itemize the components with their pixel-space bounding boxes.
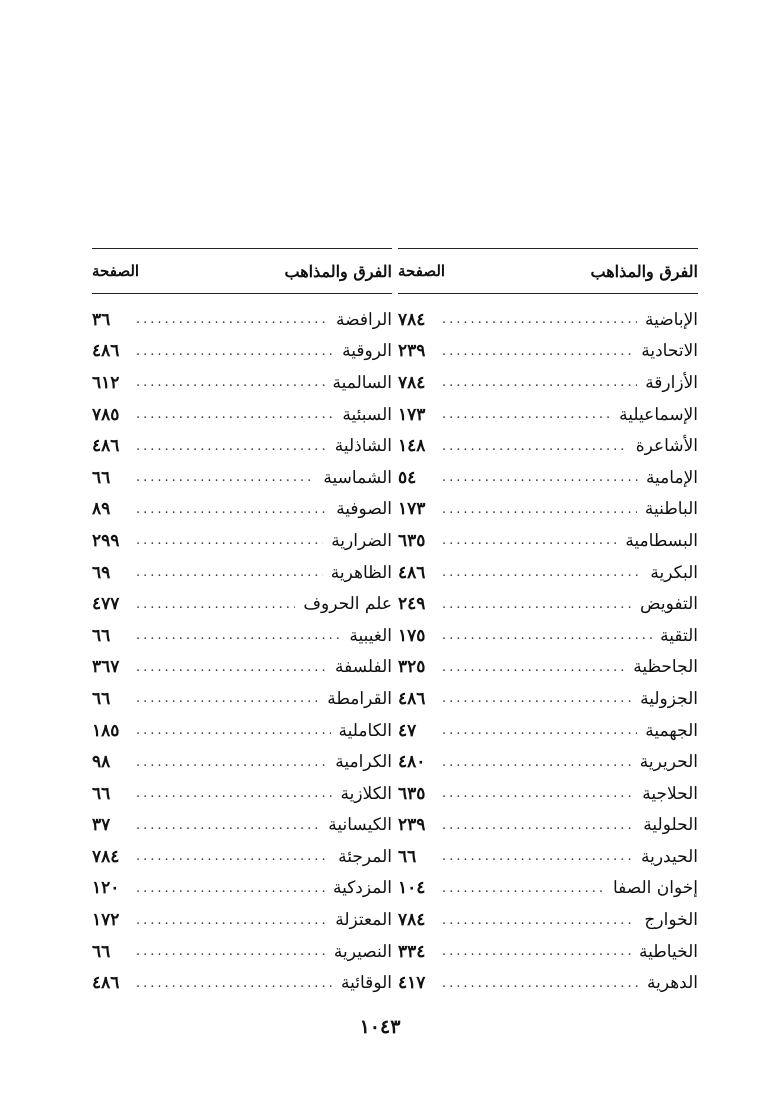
leader-dots: [136, 755, 327, 770]
entry-name: المرجئة: [338, 846, 392, 867]
index-entry: [398, 304, 698, 336]
index-entry: [92, 525, 392, 557]
index-entry: [92, 430, 392, 462]
entry-name: الإمامية: [645, 467, 698, 488]
leader-dots: [442, 470, 638, 485]
entry-page: ٦٦: [92, 467, 111, 488]
leader-dots: [442, 723, 637, 738]
entry-name: القرامطة: [327, 688, 392, 709]
entry-name: المزدكية: [332, 878, 392, 899]
entry-name: الأزارقة: [645, 372, 698, 393]
index-entry: [398, 430, 698, 462]
entry-name: علم الحروف: [303, 594, 392, 615]
entry-name: الحلاجية: [642, 783, 698, 804]
index-entry: [92, 810, 392, 842]
entry-page: ٤٨٦: [398, 562, 426, 583]
entry-name: الحيدرية: [641, 846, 698, 867]
index-entry: [398, 967, 698, 999]
leader-dots: [136, 944, 326, 959]
entry-page: ٦٦: [92, 688, 111, 709]
leader-dots: [136, 881, 325, 896]
index-entry: [92, 778, 392, 810]
entry-name: الاتحادية: [641, 341, 698, 362]
leader-dots: [442, 628, 652, 643]
leader-dots: [136, 375, 325, 390]
leader-dots: [136, 723, 331, 738]
leader-dots: [136, 849, 330, 864]
index-entry: [92, 904, 392, 936]
entry-page: ٣٦: [92, 309, 111, 330]
entry-page: ٤٨٦: [398, 688, 426, 709]
leader-dots: [442, 913, 636, 928]
leader-dots: [136, 597, 295, 612]
entry-page: ٦٩: [92, 562, 111, 583]
entry-page: ٤٧: [398, 720, 417, 741]
leader-dots: [442, 502, 637, 517]
index-entry: [398, 494, 698, 526]
entry-page: ٥٤: [398, 467, 417, 488]
entry-page: ٣٣٤: [398, 941, 426, 962]
index-entry: [398, 557, 698, 589]
entry-name: السالمية: [332, 372, 392, 393]
index-entry: [92, 399, 392, 431]
entry-name: الظاهرية: [330, 562, 392, 583]
entry-page: ٦٦: [398, 846, 417, 867]
index-entry: [398, 810, 698, 842]
entry-name: النصيرية: [333, 941, 392, 962]
entry-page: ٣٢٥: [398, 657, 426, 678]
column-title: الفرق والمذاهب: [284, 261, 392, 281]
entry-name: الحلولية: [643, 815, 698, 836]
leader-dots: [442, 565, 642, 580]
entry-name: الكاملية: [338, 720, 392, 741]
leader-dots: [136, 344, 334, 359]
entry-page: ٦٦: [92, 625, 111, 646]
entry-name: الوقائية: [341, 973, 392, 994]
leader-dots: [136, 439, 327, 454]
entry-name: الإباضية: [644, 309, 698, 330]
entry-page: ٢٤٩: [398, 594, 426, 615]
leader-dots: [136, 913, 327, 928]
entry-name: الجزولية: [640, 688, 698, 709]
entry-page: ٦٣٥: [398, 783, 426, 804]
entry-name: الروقية: [342, 341, 392, 362]
index-entry: [398, 683, 698, 715]
entry-name: الصوفية: [336, 499, 392, 520]
entry-name: الشماسية: [323, 467, 392, 488]
leader-dots: [442, 976, 639, 991]
index-entry: [398, 525, 698, 557]
header-rule: [92, 293, 392, 294]
index-entry: [398, 620, 698, 652]
entry-name: الجهمية: [645, 720, 698, 741]
entry-page: ٤٨٦: [92, 341, 120, 362]
entry-name: الخياطية: [639, 941, 698, 962]
index-rows: [92, 304, 392, 999]
entry-page: ٦١٢: [92, 372, 120, 393]
entry-page: ٨٩: [92, 499, 111, 520]
entry-page: ١٧٣: [398, 499, 426, 520]
leader-dots: [442, 375, 637, 390]
index-entry: [398, 367, 698, 399]
leader-dots: [442, 849, 633, 864]
entry-page: ٣٦٧: [92, 657, 120, 678]
entry-name: المعتزلة: [335, 910, 392, 931]
entry-name: الشاذلية: [334, 436, 392, 457]
leader-dots: [442, 691, 632, 706]
entry-name: الغيبية: [349, 625, 392, 646]
entry-name: الضرارية: [331, 530, 392, 551]
entry-name: البسطامية: [625, 530, 698, 551]
entry-page: ١٧٢: [92, 910, 120, 931]
entry-page: ١٠٤: [398, 878, 426, 899]
entry-page: ٤١٧: [398, 973, 426, 994]
entry-page: ٢٩٩: [92, 530, 120, 551]
entry-name: الكيسانية: [328, 815, 392, 836]
leader-dots: [442, 881, 605, 896]
leader-dots: [442, 944, 631, 959]
entry-name: الكلازية: [340, 783, 392, 804]
entry-page: ٧٨٤: [398, 309, 426, 330]
entry-page: ١٤٨: [398, 436, 426, 457]
index-entry: [398, 904, 698, 936]
entry-page: ٦٦: [92, 783, 111, 804]
entry-page: ٤٨٦: [92, 973, 120, 994]
index-entry: [398, 336, 698, 368]
entry-page: ٦٦: [92, 941, 111, 962]
index-entry: [92, 841, 392, 873]
leader-dots: [442, 407, 611, 422]
leader-dots: [442, 533, 617, 548]
leader-dots: [136, 502, 328, 517]
index-entry: [398, 936, 698, 968]
index-entry: [92, 494, 392, 526]
entry-page: ٧٨٥: [92, 404, 120, 425]
index-column-left: [92, 248, 392, 999]
entry-name: السبئية: [342, 404, 392, 425]
leader-dots: [442, 439, 628, 454]
index-entry: [92, 304, 392, 336]
index-entry: [398, 873, 698, 905]
leader-dots: [136, 628, 341, 643]
leader-dots: [136, 818, 320, 833]
entry-page: ٤٨٠: [398, 752, 426, 773]
leader-dots: [442, 660, 625, 675]
entry-page: ٧٨٤: [398, 372, 426, 393]
column-header: [398, 249, 698, 293]
page-number: ١٠٤٣: [359, 1016, 401, 1038]
index-entry: [92, 367, 392, 399]
entry-page: ٤٨٦: [92, 436, 120, 457]
index-entry: [92, 652, 392, 684]
leader-dots: [136, 470, 315, 485]
index-entry: [92, 683, 392, 715]
column-header: [92, 249, 392, 293]
entry-page: ٧٨٤: [92, 846, 120, 867]
leader-dots: [442, 786, 634, 801]
entry-page: ١٧٣: [398, 404, 426, 425]
entry-page: ١٨٥: [92, 720, 120, 741]
index-entry: [398, 462, 698, 494]
index-entry: [92, 462, 392, 494]
entry-name: الحريرية: [639, 752, 698, 773]
entry-name: الفلسفة: [334, 657, 392, 678]
leader-dots: [136, 976, 333, 991]
index-entry: [398, 399, 698, 431]
entry-name: الباطنية: [644, 499, 698, 520]
leader-dots: [136, 565, 323, 580]
column-title: الفرق والمذاهب: [590, 261, 698, 281]
leader-dots: [136, 533, 323, 548]
entry-name: الجاحظية: [633, 657, 698, 678]
entry-name: الرافضة: [336, 309, 392, 330]
entry-page: ٦٣٥: [398, 530, 426, 551]
index-column-right: [398, 248, 698, 999]
leader-dots: [442, 818, 635, 833]
index-entry: [92, 588, 392, 620]
header-rule: [398, 293, 698, 294]
entry-name: الأشاعرة: [635, 436, 698, 457]
entry-name: الكرامية: [335, 752, 392, 773]
leader-dots: [442, 597, 632, 612]
index-entry: [92, 715, 392, 747]
entry-page: ١٧٥: [398, 625, 426, 646]
index-entry: [398, 588, 698, 620]
entry-page: ٧٨٤: [398, 910, 426, 931]
leader-dots: [442, 312, 637, 327]
index-entry: [398, 778, 698, 810]
index-entry: [92, 936, 392, 968]
entry-page: ٢٣٩: [398, 815, 426, 836]
index-entry: [398, 652, 698, 684]
entry-page: ٩٨: [92, 752, 111, 773]
column-page-label: الصفحة: [398, 262, 446, 280]
entry-name: الدهرية: [646, 973, 698, 994]
entry-name: الإسماعيلية: [619, 404, 698, 425]
column-page-label: الصفحة: [92, 262, 140, 280]
index-entry: [92, 620, 392, 652]
leader-dots: [136, 660, 327, 675]
index-rows: [398, 304, 698, 999]
entry-name: التفويض: [640, 594, 698, 615]
index-entry: [398, 715, 698, 747]
index-entry: [92, 336, 392, 368]
entry-page: ٢٣٩: [398, 341, 426, 362]
entry-name: البكرية: [650, 562, 698, 583]
entry-page: ٤٧٧: [92, 594, 120, 615]
leader-dots: [136, 407, 334, 422]
leader-dots: [136, 786, 333, 801]
index-entry: [92, 873, 392, 905]
leader-dots: [136, 691, 319, 706]
index-entry: [398, 841, 698, 873]
entry-page: ٣٧: [92, 815, 111, 836]
leader-dots: [136, 312, 328, 327]
entry-name: الخوارج: [644, 910, 698, 931]
leader-dots: [442, 344, 633, 359]
entry-name: إخوان الصفا: [612, 878, 698, 899]
entry-name: التقية: [660, 625, 698, 646]
index-entry: [92, 746, 392, 778]
index-entry: [92, 967, 392, 999]
leader-dots: [442, 755, 632, 770]
index-entry: [398, 746, 698, 778]
index-entry: [92, 557, 392, 589]
entry-page: ١٢٠: [92, 878, 120, 899]
